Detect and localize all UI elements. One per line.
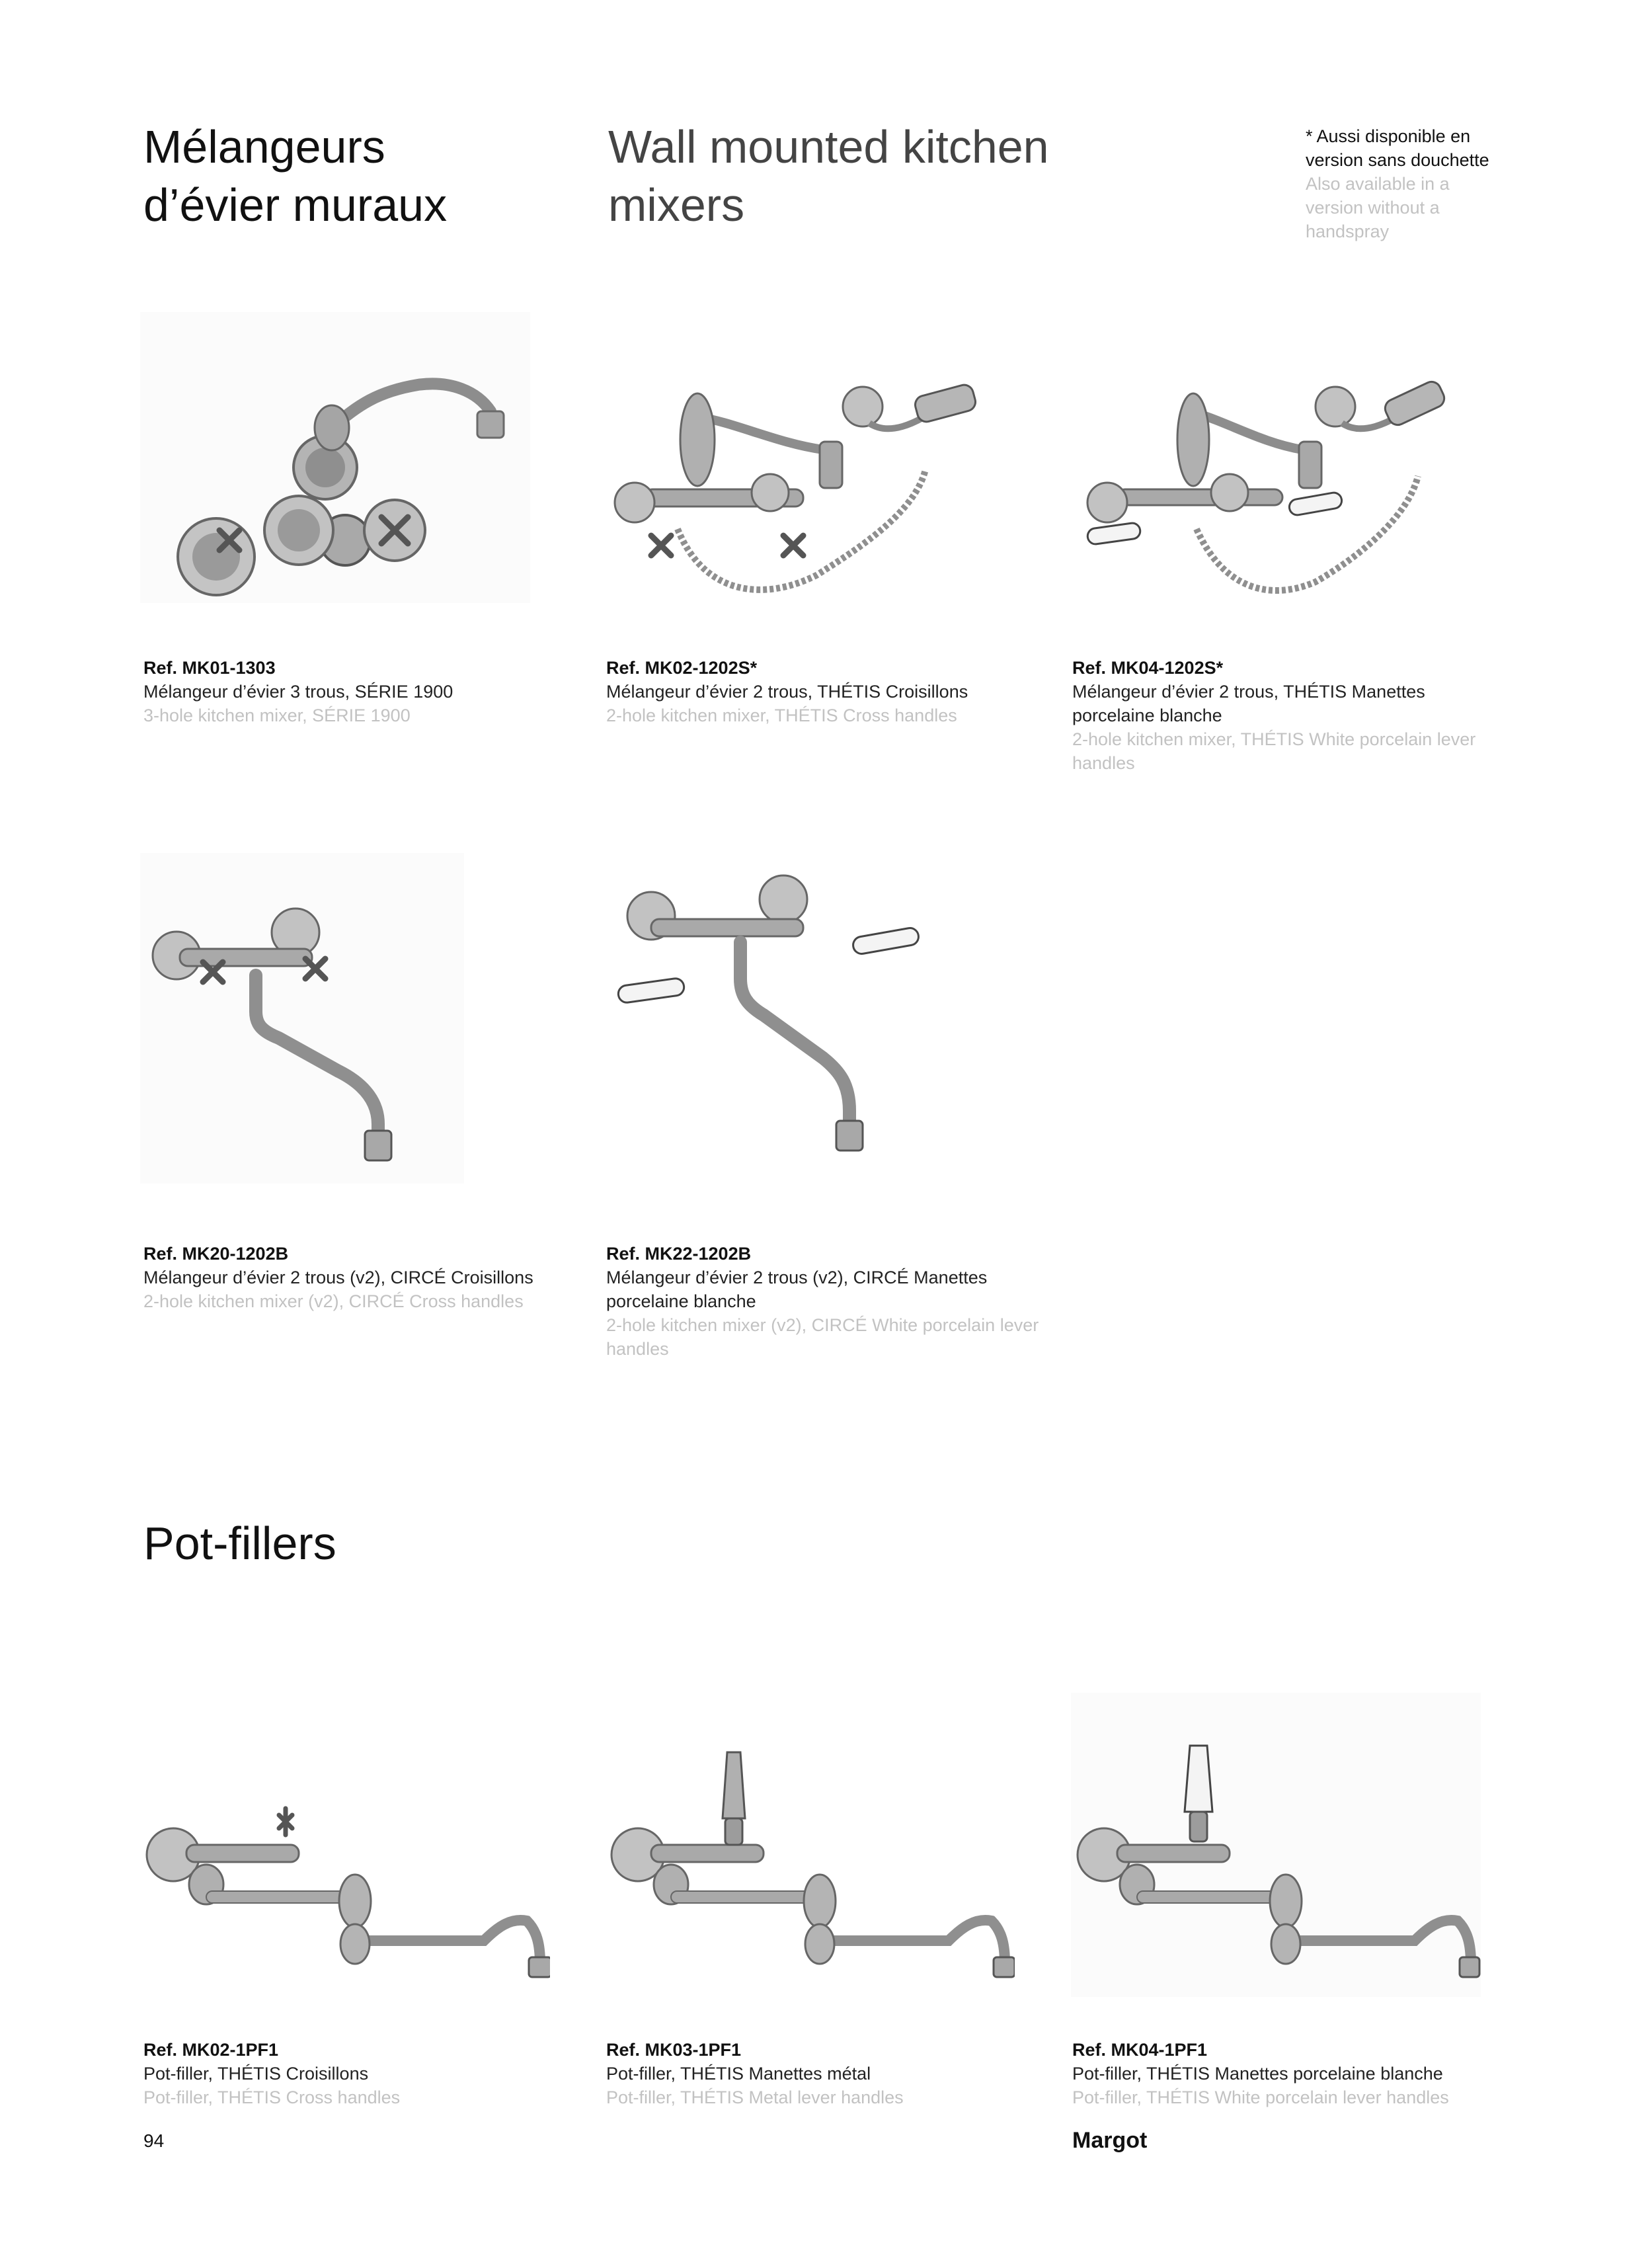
product-ref: Ref. MK03-1PF1 xyxy=(606,2040,742,2060)
product-desc-en: Pot-filler, THÉTIS Cross handles xyxy=(143,2087,401,2107)
faucet-image xyxy=(605,1739,1015,1997)
faucet-image xyxy=(140,853,464,1184)
title-en-line2: mixers xyxy=(608,179,745,231)
product-desc-en: Pot-filler, THÉTIS Metal lever handles xyxy=(606,2087,904,2107)
product-ref: Ref. MK04-1202S* xyxy=(1072,658,1224,678)
product-desc-fr: Pot-filler, THÉTIS Manettes métal xyxy=(606,2064,871,2084)
note-en: Also available in a version without a handspray xyxy=(1306,174,1450,241)
product-caption xyxy=(143,1242,567,1313)
faucet-image xyxy=(1071,1693,1481,1997)
product-desc-en: 3-hole kitchen mixer, SÉRIE 1900 xyxy=(143,706,411,725)
product-caption xyxy=(143,2038,567,2109)
product-ref: Ref. MK22-1202B xyxy=(606,1244,752,1264)
product-photo xyxy=(605,377,1015,615)
product-desc-fr: Mélangeur d’évier 2 trous, THÉTIS Croisillons xyxy=(606,682,968,702)
product-caption xyxy=(1072,656,1509,775)
product-caption xyxy=(606,2038,1042,2109)
note-star: * xyxy=(1306,126,1313,146)
product-caption xyxy=(606,656,1042,727)
product-desc-en: 2-hole kitchen mixer, THÉTIS Cross handles xyxy=(606,706,957,725)
brand-name: Margot xyxy=(1072,2128,1148,2153)
product-photo xyxy=(140,1779,550,1997)
product-desc-fr: Pot-filler, THÉTIS Croisillons xyxy=(143,2064,369,2084)
section-title-fr xyxy=(143,118,567,234)
product-ref: Ref. MK20-1202B xyxy=(143,1244,289,1264)
product-ref: Ref. MK02-1202S* xyxy=(606,658,758,678)
product-photo xyxy=(140,853,464,1184)
faucet-image xyxy=(140,1779,550,1997)
product-ref: Ref. MK01-1303 xyxy=(143,658,276,678)
availability-note xyxy=(1306,124,1504,243)
product-desc-en: 2-hole kitchen mixer (v2), CIRCÉ Cross handles xyxy=(143,1291,524,1311)
product-photo xyxy=(1071,1693,1481,1997)
product-ref: Ref. MK04-1PF1 xyxy=(1072,2040,1208,2060)
title-fr-line1: Mélangeurs xyxy=(143,121,385,173)
product-caption xyxy=(1072,2038,1535,2109)
product-desc-fr: Mélangeur d’évier 2 trous (v2), CIRCÉ Manettes porcelaine blanche xyxy=(606,1268,988,1311)
product-photo xyxy=(605,866,949,1184)
product-photo xyxy=(1071,377,1481,615)
product-desc-en: Pot-filler, THÉTIS White porcelain lever handles xyxy=(1072,2087,1449,2107)
faucet-image xyxy=(605,377,1015,615)
section-title-pot-fillers: Pot-fillers xyxy=(143,1518,336,1569)
product-desc-fr: Mélangeur d’évier 2 trous, THÉTIS Manettes porcelaine blanche xyxy=(1072,682,1425,725)
product-ref: Ref. MK02-1PF1 xyxy=(143,2040,279,2060)
product-desc-en: 2-hole kitchen mixer, THÉTIS White porcelain lever handles xyxy=(1072,729,1476,773)
product-caption xyxy=(143,656,567,727)
note-fr: Aussi disponible en version sans douchette xyxy=(1306,126,1489,170)
product-photo xyxy=(605,1739,1015,1997)
title-en-line1: Wall mounted kitchen xyxy=(608,121,1049,173)
faucet-image xyxy=(1071,377,1481,615)
title-fr-line2: d’évier muraux xyxy=(143,179,448,231)
product-photo xyxy=(140,312,530,603)
product-desc-fr: Mélangeur d’évier 3 trous, SÉRIE 1900 xyxy=(143,682,453,702)
section-title-en xyxy=(608,118,1111,234)
product-desc-fr: Mélangeur d’évier 2 trous (v2), CIRCÉ Croisillons xyxy=(143,1268,533,1287)
faucet-image xyxy=(605,866,949,1184)
product-desc-en: 2-hole kitchen mixer (v2), CIRCÉ White porcelain lever handles xyxy=(606,1315,1039,1359)
page-number: 94 xyxy=(143,2130,165,2151)
faucet-image xyxy=(140,312,530,603)
product-caption xyxy=(606,1242,1042,1361)
product-desc-fr: Pot-filler, THÉTIS Manettes porcelaine blanche xyxy=(1072,2064,1443,2084)
